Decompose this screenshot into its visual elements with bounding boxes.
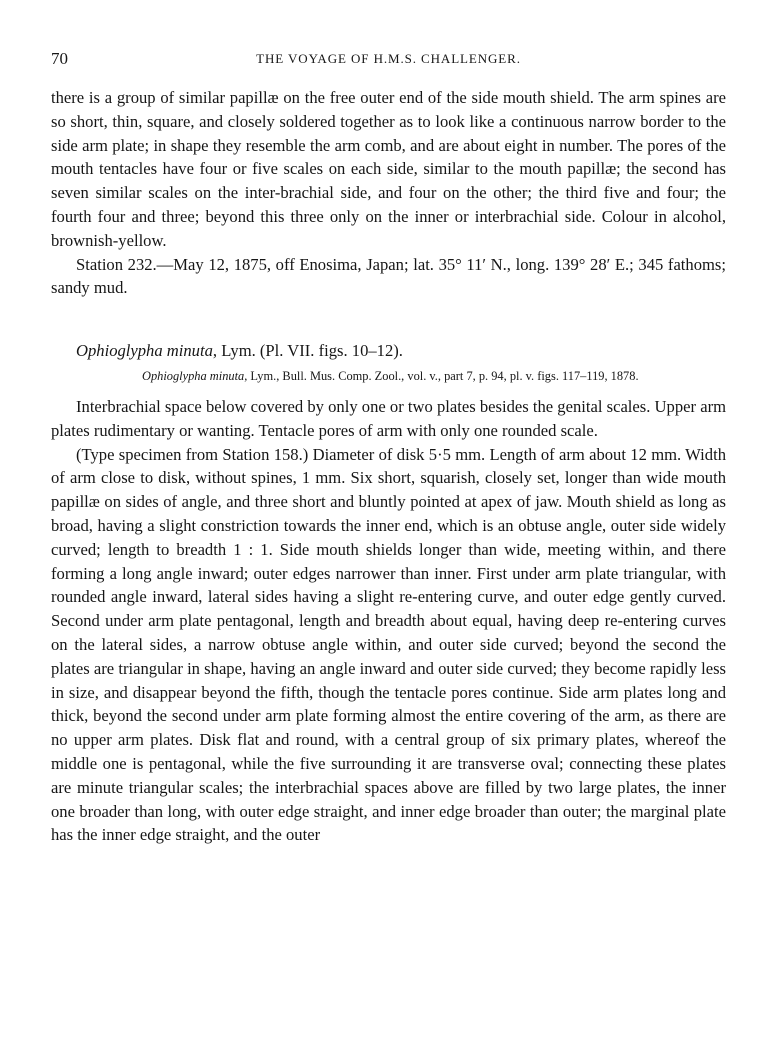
species-name: Ophioglypha minuta bbox=[76, 341, 213, 361]
paragraph-station-232: Station 232.—May 12, 1875, off Enosima, Japan; lat. 35° 11′ N., long. 139° 28′ E.; 345 fathoms; sandy mud. bbox=[51, 254, 726, 298]
running-title: THE VOYAGE OF H.M.S. CHALLENGER. bbox=[256, 51, 521, 66]
species-heading bbox=[51, 339, 726, 363]
paragraph-type-specimen: (Type specimen from Station 158.) Diameter of disk 5·5 mm. Length of arm about 12 mm. Width of arm close to disk, without spines, 1 mm. Six short, squarish, closely set, longer than wide mouth papillæ on sides of angle, and three short and bluntly pointed at apex of jaw. Mouth shield as long as broad, having a slight constriction towards the inner end, which is an obtuse angle, outer side widely curved; length to breadth 1 : 1. Side mouth shields longer than wide, meeting within, and there forming a long angle inward; outer edges narrower than inner. First under arm plate triangular, with rounded angle inward, lateral sides having a slight re-entering curve, and outer edge gently curved. Second under arm plate pentagonal, length and breadth about equal, having deep re-entering curves on the lateral sides, a narrow obtuse angle within, and outer side curved; beyond the second the plates are triangular in shape, having an angle inward and outer side curved; they become rapidly less in size, and disappear beyond the fifth, though the tentacle pores continue. Side arm plates long and thick, beyond the second under arm plate forming almost the entire covering of the arm, as there are no upper arm plates. Disk flat and round, with a central group of six primary plates, whereof the middle one is pentagonal, while the five surrounding it are transverse oval; connecting these plates are minute triangular scales; the interbrachial spaces above are filled by two large plates, the inner one broader than long, with outer edge straight, and inner edge broader than outer; the marginal plate has the inner edge straight, and the outer bbox=[51, 444, 726, 845]
paragraph-interbrachial: Interbrachial space below covered by only one or two plates besides the genital scales. Upper arm plates rudimentary or wanting. Tentacle pores of arm with only one rounded scale. bbox=[51, 396, 726, 440]
citation-reference: , Lym., Bull. Mus. Comp. Zool., vol. v., part 7, p. 94, pl. v. figs. 117–119, 1878. bbox=[244, 368, 639, 383]
page-body bbox=[51, 86, 726, 847]
paragraph-arm-spines: there is a group of similar papillæ on the free outer end of the side mouth shield. The arm spines are so short, thin, square, and closely soldered together as to look like a continuous narrow border to the side arm plate; in shape they resemble the arm comb, and are about eight in number. The pores of the mouth tentacles have four or five scales on each side, similar to the mouth papillæ; the second has seven similar scales on the inter-brachial side, and four on the other; the third five and four; the fourth four and three; beyond this three only on the inner or interbrachial side. Colour in alcohol, brownish-yellow. bbox=[51, 88, 726, 250]
species-citation bbox=[142, 368, 726, 385]
species-authority: , Lym. (Pl. VII. figs. 10–12). bbox=[212, 341, 403, 361]
page-header bbox=[51, 49, 726, 71]
page-number: 70 bbox=[51, 49, 68, 68]
citation-species-name: Ophioglypha minuta bbox=[142, 368, 245, 383]
